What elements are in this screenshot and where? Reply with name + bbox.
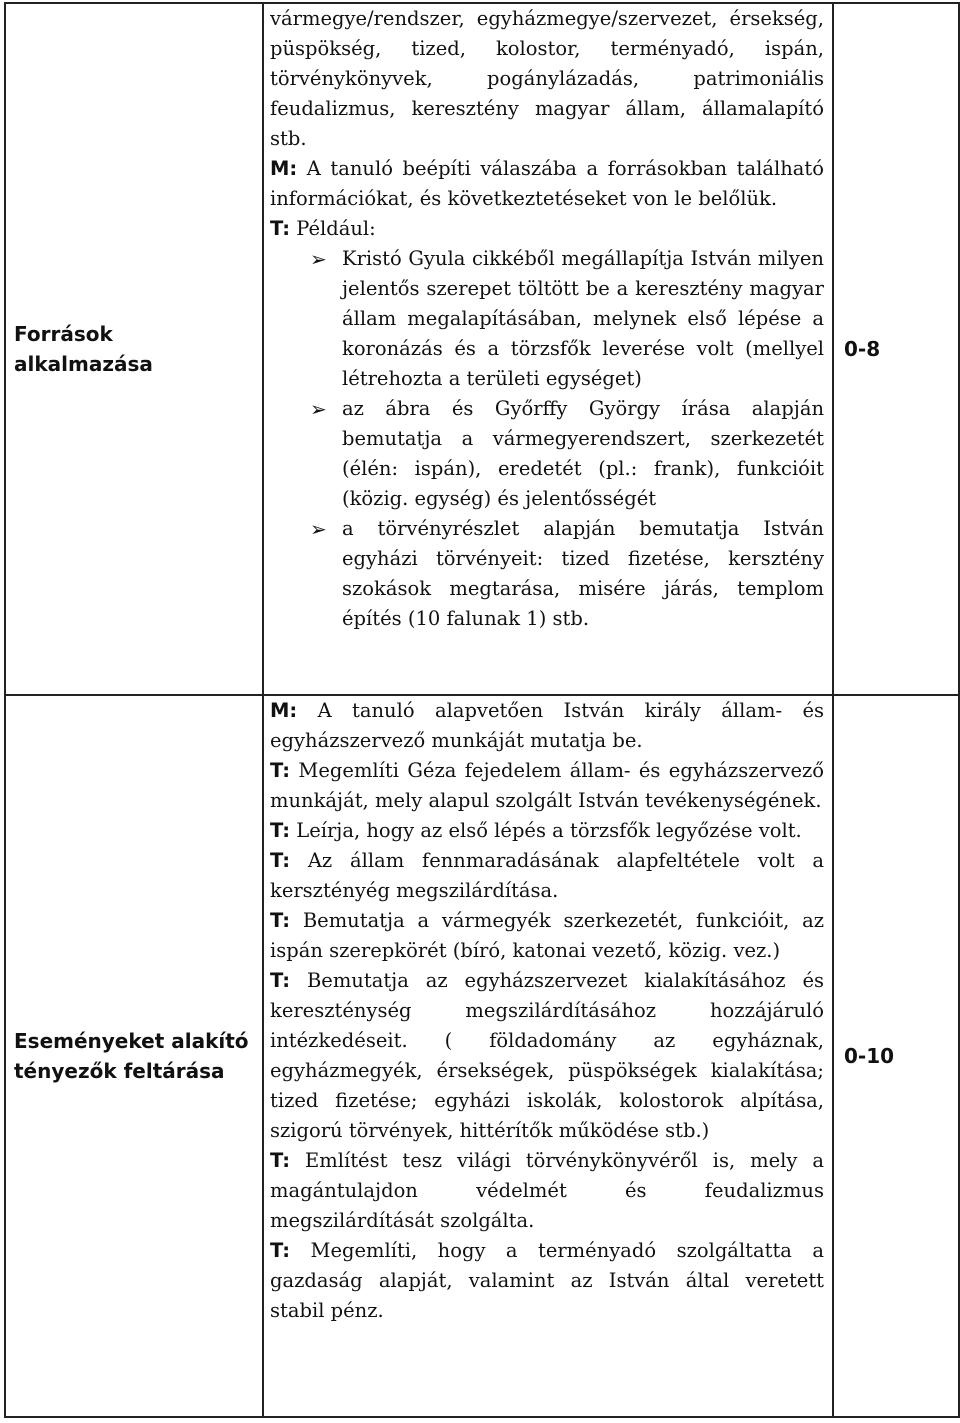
- t-label: T:: [270, 849, 291, 872]
- t-label: T:: [270, 759, 291, 782]
- t-paragraph: [270, 756, 824, 816]
- arrow-bullet-icon: ➢: [310, 247, 327, 271]
- score-text: 0-8: [844, 337, 881, 361]
- t-paragraph: [270, 214, 824, 244]
- list-item-text: Kristó Gyula cikkéből megállapítja István milyen jelentős szerepet töltött be a keresztény magyar állam megalapításában, melynek első lépése a koronázás és a törzsfők leverése volt (mellyel létrehozta a területi egységet): [342, 247, 824, 390]
- t-label: T:: [270, 909, 291, 932]
- keyword-list: vármegye/rendszer, egyházmegye/szervezet, érsekség, püspökség, tized, kolostor, terményadó, ispán, törvénykönyvek, pogánylázadás, patrimoniális feudalizmus, keresztény magyar állam, államalapító stb.: [270, 7, 824, 150]
- arrow-bullet-icon: ➢: [310, 397, 327, 421]
- t-paragraph: [270, 846, 824, 906]
- t-label: T:: [270, 819, 291, 842]
- t-label: T:: [270, 217, 291, 240]
- criterion-description: [263, 3, 833, 695]
- t-paragraph: [270, 1236, 824, 1326]
- assessment-table: [4, 2, 960, 1418]
- t-paragraph: [270, 966, 824, 1146]
- list-item: [310, 394, 824, 514]
- score-range: [833, 695, 959, 1417]
- t-text: Megemlíti Géza fejedelem állam- és egyházszervező munkáját, mely alapul szolgált István tevékenységének.: [270, 759, 824, 812]
- score-range: [833, 3, 959, 695]
- t-text: Például:: [290, 217, 376, 240]
- example-list: [270, 244, 824, 634]
- t-label: T:: [270, 1239, 291, 1262]
- t-paragraph: [270, 816, 824, 846]
- t-text: Megemlíti, hogy a terményadó szolgáltatta a gazdaság alapját, valamint az István által veretett stabil pénz.: [270, 1239, 824, 1322]
- t-text: Bemutatja az egyházszervezet kialakításához és kereszténység megszilárdításához hozzájáruló intézkedéseit. ( földadomány az egyháznak, egyházmegyék, érsekségek, püspökségek kialakítása; tized fizetése; egyházi iskolák, kolostorok alpítása, szigorú törvények, hittérítők működése stb.): [270, 969, 824, 1142]
- list-item-text: a törvényrészlet alapján bemutatja István egyházi törvényeit: tized fizetése, kersztény szokások megtarása, misére járás, templom építés (10 falunak 1) stb.: [342, 517, 824, 630]
- m-label: M:: [270, 157, 298, 180]
- criterion-label-text: Eseményeket alakító tényezők feltárása: [14, 1029, 249, 1083]
- list-item: [310, 244, 824, 394]
- table-row: [5, 695, 959, 1417]
- criterion-description: [263, 695, 833, 1417]
- criterion-label: [5, 3, 263, 695]
- m-paragraph: [270, 696, 824, 756]
- m-paragraph: [270, 154, 824, 214]
- t-label: T:: [270, 969, 291, 992]
- m-label: M:: [270, 699, 298, 722]
- t-paragraph: [270, 906, 824, 966]
- t-text: Bemutatja a vármegyék szerkezetét, funkcióit, az ispán szerepkörét (bíró, katonai vezető, közig. vez.): [270, 909, 824, 962]
- arrow-bullet-icon: ➢: [310, 517, 327, 541]
- criterion-label-text: Források alkalmazása: [14, 322, 153, 376]
- criterion-label: [5, 695, 263, 1417]
- t-text: Leírja, hogy az első lépés a törzsfők legyőzése volt.: [290, 819, 802, 842]
- m-text: A tanuló beépíti válaszába a forrásokban található információkat, és következtetéseket von le belőlük.: [270, 157, 824, 210]
- t-text: Említést tesz világi törvénykönyvéről is, mely a magántulajdon védelmét és feudalizmus megszilárdítását szolgálta.: [270, 1149, 824, 1232]
- m-text: A tanuló alapvetően István király állam- és egyházszervező munkáját mutatja be.: [270, 699, 824, 752]
- t-label: T:: [270, 1149, 291, 1172]
- t-paragraph: [270, 1146, 824, 1236]
- table-row: [5, 3, 959, 695]
- list-item-text: az ábra és Győrffy György írása alapján bemutatja a vármegyerendszert, szerkezetét (élén: ispán), eredetét (pl.: frank), funkcióit (közig. egység) és jelentősségét: [342, 397, 824, 510]
- score-text: 0-10: [844, 1044, 895, 1068]
- list-item: [310, 514, 824, 634]
- t-text: Az állam fennmaradásának alapfeltétele volt a kersztényég megszilárdítása.: [270, 849, 824, 902]
